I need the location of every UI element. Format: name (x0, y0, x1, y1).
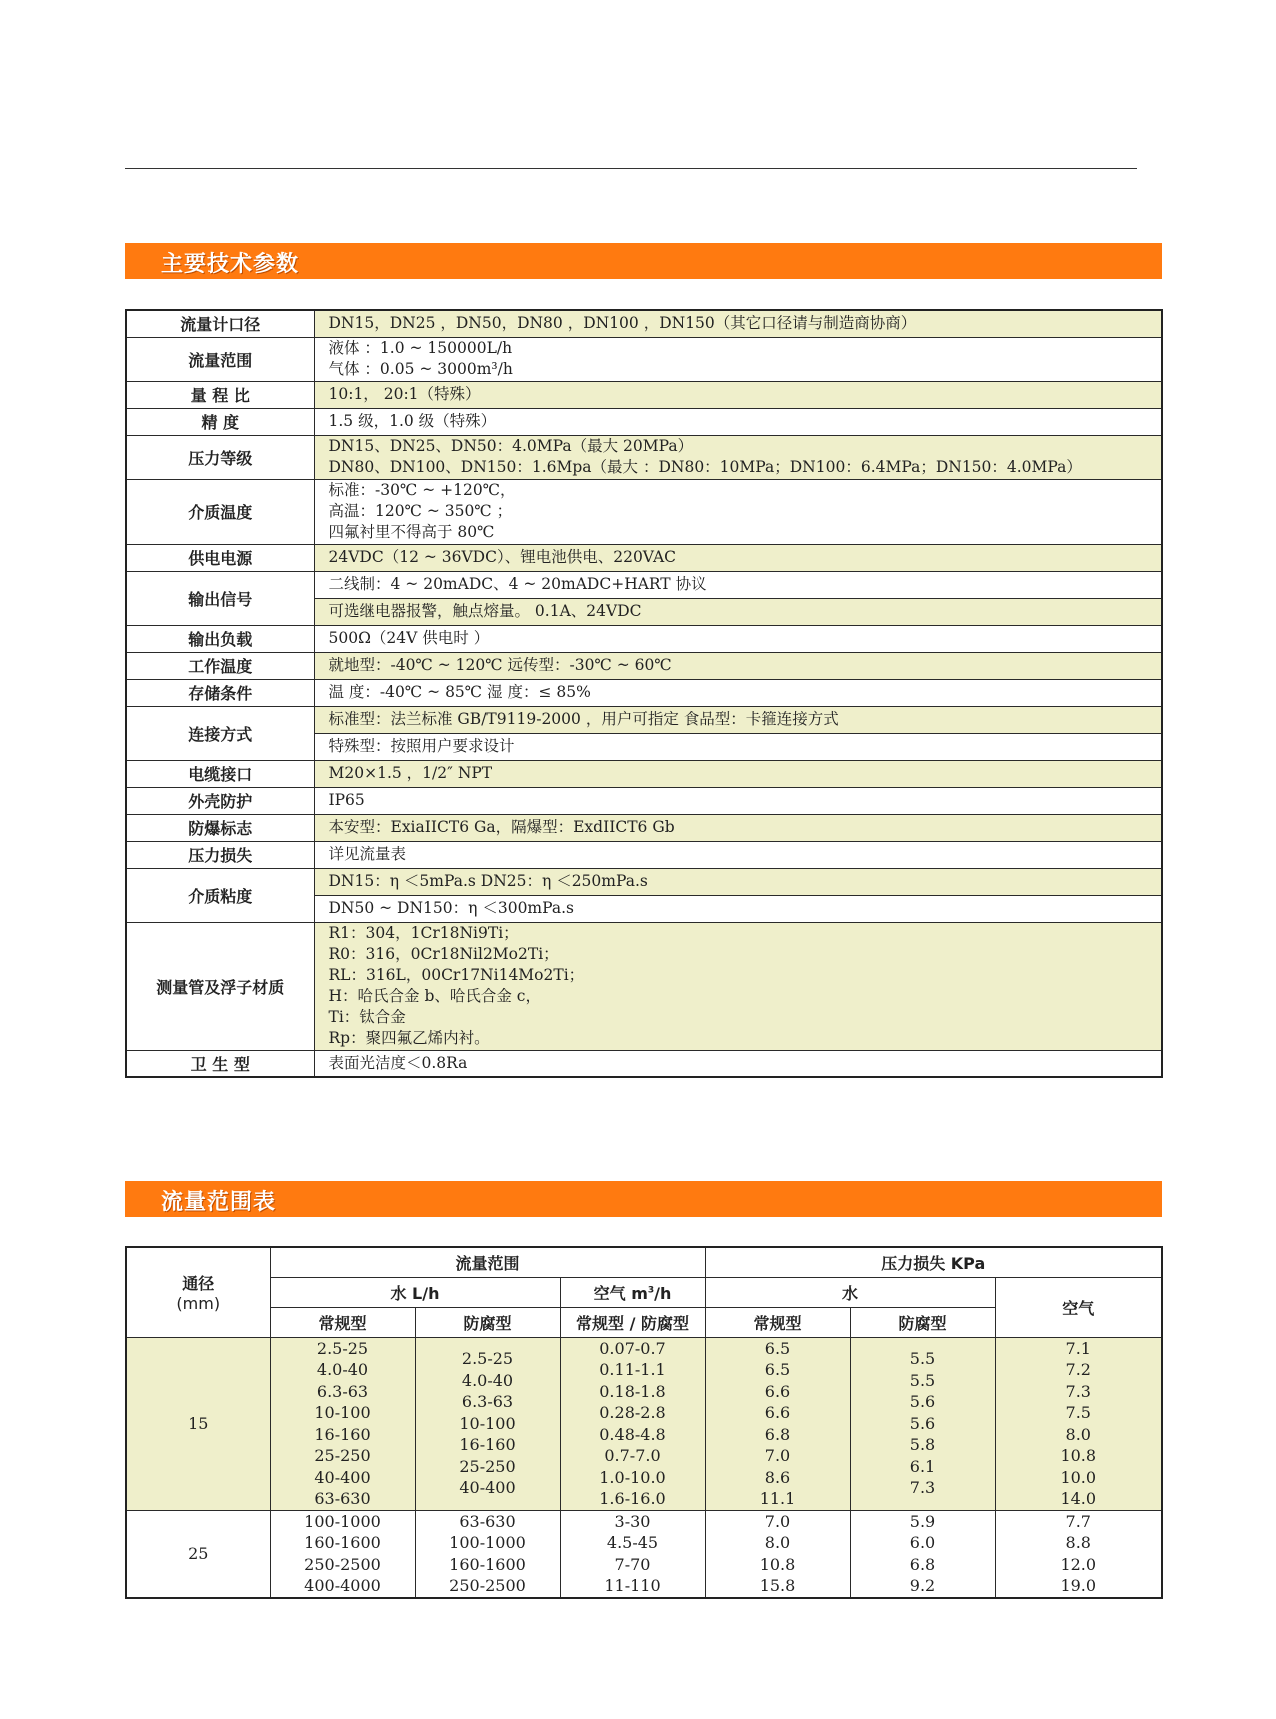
spec-row (126, 760, 1162, 787)
water-regular-cell (270, 1337, 415, 1510)
flow-value: 25-250 (459, 1456, 516, 1476)
water-regular-cell (270, 1510, 415, 1598)
spec-value-line: 表面光洁度＜0.8Ra (328, 1053, 468, 1072)
flow-value: 160-1600 (449, 1554, 526, 1574)
flow-value: 12.0 (1060, 1554, 1097, 1574)
flow-value: 7.0 (764, 1446, 791, 1465)
flow-value: 40-400 (314, 1467, 371, 1487)
flow-value: 2.5-25 (461, 1349, 514, 1369)
flow-value: 7-70 (614, 1554, 651, 1574)
flow-row (126, 1510, 1162, 1598)
flow-value: 7.3 (909, 1478, 936, 1498)
spec-value: DN50 ~ DN150：η ＜300mPa.s (314, 895, 1162, 922)
spec-label: 测量管及浮子材质 (126, 922, 314, 1050)
flow-value: 100-1000 (304, 1511, 381, 1531)
spec-value-line: 详见流量表 (328, 845, 407, 863)
flow-value: 40-400 (459, 1478, 516, 1498)
spec-label: 流量范围 (126, 337, 314, 381)
flow-range-header: 流量范围 (270, 1247, 705, 1277)
section-header-flow-range (125, 1181, 1162, 1217)
spec-row (126, 868, 1162, 895)
flow-row (126, 1337, 1162, 1510)
spec-value: DN15：η ＜5mPa.s DN25：η ＜250mPa.s (314, 868, 1162, 895)
flow-value: 15.8 (759, 1576, 796, 1595)
spec-value-line: 10:1， 20:1（特殊） (328, 385, 481, 403)
flow-value: 0.07-0.7 (599, 1338, 666, 1358)
spec-row (126, 652, 1162, 679)
spec-label: 精 度 (126, 408, 314, 435)
loss-water-anti-cell (850, 1510, 995, 1598)
flow-value: 1.0-10.0 (599, 1467, 666, 1487)
spec-label: 压力等级 (126, 435, 314, 479)
flow-value: 16-160 (459, 1435, 516, 1455)
flow-value: 16-160 (314, 1424, 371, 1444)
flow-value: 0.28-2.8 (599, 1403, 666, 1422)
flow-value: 6.6 (764, 1381, 791, 1401)
spec-row (126, 922, 1162, 1050)
spec-label: 卫 生 型 (126, 1050, 314, 1077)
spec-value-line: R1：304，1Cr18Ni9Ti； (328, 924, 519, 942)
spec-value-line: 就地型：-40℃ ~ 120℃ 远传型：-30℃ ~ 60℃ (328, 656, 672, 674)
flow-value: 10.8 (1060, 1446, 1097, 1465)
loss-air-cell (995, 1337, 1162, 1510)
spec-row (126, 435, 1162, 479)
spec-value-line: IP65 (328, 791, 365, 809)
spec-value-line: DN15、DN25、DN50：4.0MPa（最大 20MPa） (328, 437, 694, 455)
spec-value-line: 气体 ：0.05 ~ 3000m³/h (328, 360, 513, 378)
flow-value: 0.18-1.8 (599, 1381, 666, 1401)
spec-label: 存储条件 (126, 679, 314, 706)
flow-value: 63-630 (459, 1511, 516, 1531)
flow-value: 5.6 (909, 1392, 936, 1412)
air-m3h-header (560, 1277, 705, 1307)
spec-value: 可选继电器报警，触点熔量。 0.1A、24VDC (314, 598, 1162, 625)
spec-label: 防爆标志 (126, 814, 314, 841)
spec-value (314, 787, 1162, 814)
spec-value (314, 381, 1162, 408)
diameter-header (126, 1247, 270, 1337)
spec-value-line: Ti：钛合金 (328, 1008, 406, 1026)
water-regular-header: 常规型 (270, 1307, 415, 1337)
spec-value-line: 液体 ：1.0 ~ 150000L/h (328, 339, 513, 357)
flow-value: 250-2500 (304, 1554, 381, 1574)
spec-value (314, 841, 1162, 868)
spec-row (126, 337, 1162, 381)
loss-water-regular-cell (705, 1510, 850, 1598)
flow-value: 6.8 (764, 1424, 791, 1444)
flow-value: 5.9 (909, 1511, 936, 1531)
spec-label: 压力损失 (126, 841, 314, 868)
flow-value: 5.5 (909, 1349, 936, 1369)
spec-label: 介质粘度 (126, 868, 314, 922)
flow-value: 6.3-63 (461, 1392, 514, 1412)
water-anti-cell (415, 1337, 560, 1510)
flow-value: 9.2 (909, 1576, 936, 1595)
loss-air-cell (995, 1510, 1162, 1598)
spec-label: 量 程 比 (126, 381, 314, 408)
spec-value-line: DN80、DN100、DN150：1.6Mpa（最大 ：DN80：10MPa；DN100：6.4MPa；DN150：4.0MPa） (328, 458, 1082, 476)
spec-row (126, 408, 1162, 435)
spec-value-line: 标准：-30℃ ~ +120℃， (328, 481, 516, 499)
spec-label: 供电电源 (126, 544, 314, 571)
spec-label: 输出信号 (126, 571, 314, 625)
flow-value: 0.11-1.1 (599, 1360, 666, 1379)
section-title: 主要技术参数 (161, 252, 300, 277)
spec-value-line: 本安型：ExiaIICT6 Ga，隔爆型：ExdIICT6 Gb (328, 818, 675, 836)
loss-water-regular-cell (705, 1337, 850, 1510)
air-unit-suffix: /h (654, 1283, 672, 1303)
flow-value: 10.0 (1060, 1467, 1097, 1487)
flow-value: 1.6-16.0 (599, 1489, 666, 1508)
spec-value-line: M20×1.5 ，1/2″ NPT (328, 764, 493, 782)
flow-value: 4.5-45 (606, 1533, 659, 1552)
water-lh-header: 水 L/h (270, 1277, 560, 1307)
flow-value: 14.0 (1060, 1489, 1097, 1508)
spec-label: 流量计口径 (126, 310, 314, 337)
flow-value: 250-2500 (449, 1576, 526, 1595)
spec-label: 电缆接口 (126, 760, 314, 787)
flow-value: 100-1000 (449, 1533, 526, 1552)
flow-value: 5.5 (909, 1370, 936, 1390)
flow-value: 63-630 (314, 1489, 371, 1508)
flow-value: 7.3 (1065, 1381, 1091, 1401)
spec-value (314, 922, 1162, 1050)
flow-value: 10-100 (459, 1413, 516, 1433)
flow-value: 4.0-40 (461, 1370, 514, 1390)
spec-row (126, 381, 1162, 408)
flow-value: 160-1600 (304, 1533, 381, 1552)
air-cell (560, 1510, 705, 1598)
spec-value-line: 500Ω（24V 供电时 ） (328, 629, 490, 647)
spec-row (126, 814, 1162, 841)
spec-value: 标准型：法兰标准 GB/T9119-2000 ，用户可指定 食品型：卡箍连接方式 (314, 706, 1162, 733)
flow-value: 2.5-25 (316, 1338, 369, 1358)
flow-value: 6.5 (764, 1360, 791, 1379)
flow-value: 19.0 (1060, 1576, 1097, 1595)
loss-water-anti-header: 防腐型 (850, 1307, 995, 1337)
loss-water-anti-cell (850, 1337, 995, 1510)
flow-value: 8.8 (1065, 1533, 1091, 1552)
flow-value: 5.6 (909, 1413, 936, 1433)
flow-value: 8.6 (764, 1467, 791, 1487)
air-regular-anti-header: 常规型 / 防腐型 (560, 1307, 705, 1337)
flow-value: 6.8 (909, 1554, 936, 1574)
diameter-label: 通径 (182, 1274, 215, 1294)
spec-value (314, 337, 1162, 381)
flow-value: 0.48-4.8 (599, 1424, 666, 1444)
spec-value-line: H：哈氏合金 b、哈氏合金 c， (328, 987, 541, 1005)
flow-value: 10.8 (759, 1554, 796, 1574)
spec-row (126, 571, 1162, 598)
flow-value: 7.5 (1065, 1403, 1091, 1422)
spec-value (314, 310, 1162, 337)
spec-value (314, 479, 1162, 544)
spec-value (314, 652, 1162, 679)
air-cell (560, 1337, 705, 1510)
air-loss-header: 空气 (995, 1277, 1162, 1337)
spec-value-line: 高温：120℃ ~ 350℃ ； (328, 502, 513, 520)
spec-value (314, 760, 1162, 787)
air-label: 空气 m (593, 1283, 648, 1303)
spec-value-line: 24VDC（12 ~ 36VDC）、锂电池供电、220VAC (328, 548, 677, 566)
spec-value-line: Rp：聚四氟乙烯内衬。 (328, 1029, 490, 1047)
air-unit-sup: 3 (647, 1285, 655, 1296)
water-loss-header: 水 (705, 1277, 995, 1307)
spec-value: 二线制：4 ~ 20mADC、4 ~ 20mADC+HART 协议 (314, 571, 1162, 598)
spec-row (126, 679, 1162, 706)
flow-value: 3-30 (614, 1511, 651, 1531)
spec-value: 特殊型：按照用户要求设计 (314, 733, 1162, 760)
spec-value (314, 814, 1162, 841)
flow-value: 7.1 (1065, 1338, 1091, 1358)
flow-value: 0.7-7.0 (604, 1446, 661, 1465)
spec-row (126, 706, 1162, 733)
flow-value: 7.2 (1065, 1360, 1091, 1379)
flow-value: 400-4000 (304, 1576, 381, 1595)
spec-value (314, 408, 1162, 435)
spec-value-line: 1.5 级，1.0 级（特殊） (328, 412, 497, 430)
diameter-unit: (mm) (176, 1294, 221, 1314)
spec-row (126, 841, 1162, 868)
pressure-loss-header: 压力损失 KPa (705, 1247, 1162, 1277)
spec-row (126, 787, 1162, 814)
diameter-cell: 15 (126, 1337, 270, 1510)
spec-row (126, 1050, 1162, 1077)
spec-value-line: 四氟衬里不得高于 80℃ (328, 523, 495, 541)
flow-value: 6.0 (909, 1533, 936, 1552)
spec-label: 连接方式 (126, 706, 314, 760)
diameter-cell: 25 (126, 1510, 270, 1598)
spec-value (314, 625, 1162, 652)
spec-row (126, 544, 1162, 571)
flow-value: 8.0 (764, 1533, 791, 1552)
spec-row (126, 625, 1162, 652)
flow-value: 5.8 (909, 1435, 936, 1455)
flow-value: 11-110 (604, 1576, 661, 1595)
spec-row (126, 310, 1162, 337)
flow-value: 7.7 (1065, 1511, 1091, 1531)
spec-value-line: DN15，DN25 ，DN50，DN80 ，DN100 ，DN150（其它口径请与制造商协商） (328, 314, 917, 333)
water-anti-header: 防腐型 (415, 1307, 560, 1337)
flow-value: 7.0 (764, 1511, 791, 1531)
flow-value: 4.0-40 (316, 1360, 369, 1379)
flow-value: 6.3-63 (316, 1381, 369, 1401)
flow-value: 6.1 (909, 1456, 936, 1476)
spec-value-line: 温 度：-40℃ ~ 85℃ 湿 度：≤ 85% (328, 683, 591, 701)
section-title: 流量范围表 (161, 1190, 277, 1215)
spec-value-line: R0：316，0Cr18Nil2Mo2Ti； (328, 945, 559, 963)
spec-value-line: RL：316L，00Cr17Ni14Mo2Ti； (328, 966, 585, 984)
top-rule (125, 168, 1137, 169)
spec-value (314, 1050, 1162, 1077)
flow-value: 6.5 (764, 1338, 791, 1358)
flow-value: 11.1 (759, 1489, 796, 1508)
spec-value (314, 679, 1162, 706)
spec-table (125, 309, 1163, 1078)
loss-water-regular-header: 常规型 (705, 1307, 850, 1337)
spec-row (126, 479, 1162, 544)
spec-value (314, 435, 1162, 479)
spec-label: 外壳防护 (126, 787, 314, 814)
flow-value: 25-250 (314, 1446, 371, 1465)
spec-label: 介质温度 (126, 479, 314, 544)
flow-value: 6.6 (764, 1403, 791, 1422)
spec-label: 输出负载 (126, 625, 314, 652)
spec-value (314, 544, 1162, 571)
spec-label: 工作温度 (126, 652, 314, 679)
flow-range-table (125, 1246, 1163, 1599)
section-header-main-params (125, 243, 1162, 279)
water-anti-cell (415, 1510, 560, 1598)
flow-value: 8.0 (1065, 1424, 1091, 1444)
flow-value: 10-100 (314, 1403, 371, 1422)
